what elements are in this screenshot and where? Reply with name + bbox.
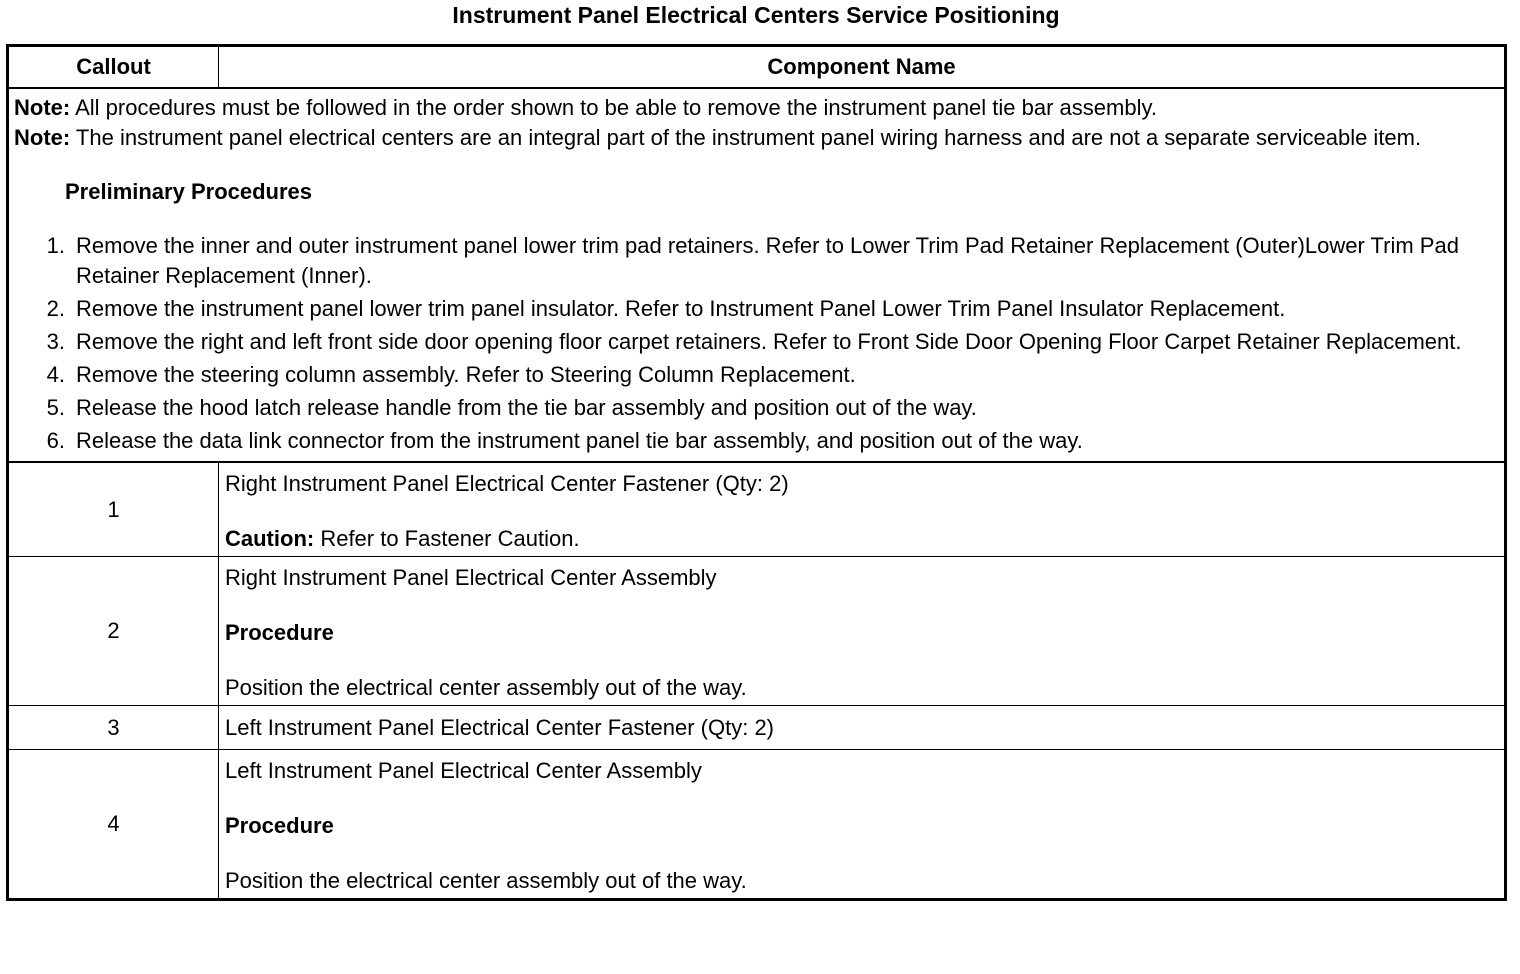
component-name: Right Instrument Panel Electrical Center Assembly xyxy=(225,565,717,590)
procedure-label: Procedure xyxy=(225,620,334,645)
step-number: 3. xyxy=(46,329,65,354)
list-item xyxy=(14,426,1500,456)
list-item xyxy=(14,393,1500,423)
component-name-column-header: Component Name xyxy=(219,46,1506,89)
component-name: Left Instrument Panel Electrical Center Fastener (Qty: 2) xyxy=(225,714,775,740)
list-item xyxy=(14,231,1500,291)
callout-cell: 4 xyxy=(8,750,219,900)
step-text: Remove the inner and outer instrument panel lower trim pad retainers. Refer to Lower Trim Pad Retainer Replacement (Outer)Lower Trim Pad Retainer Replacement (Inner). xyxy=(76,233,1459,288)
note-2 xyxy=(14,123,1500,153)
table-row xyxy=(8,706,1506,750)
note-text: The instrument panel electrical centers are an integral part of the instrument panel wiring harness and are not a separate serviceable item. xyxy=(70,125,1422,150)
callout-cell: 3 xyxy=(8,706,219,750)
procedure-label: Procedure xyxy=(225,813,334,838)
table-row xyxy=(8,462,1506,557)
step-number: 6. xyxy=(46,428,65,453)
table-header-row xyxy=(8,46,1506,89)
procedure-text: Position the electrical center assembly out of the way. xyxy=(225,675,747,700)
list-item xyxy=(14,294,1500,324)
callout-cell: 2 xyxy=(8,557,219,706)
list-item xyxy=(14,327,1500,357)
component-name: Left Instrument Panel Electrical Center Assembly xyxy=(225,758,702,783)
preliminary-procedures-heading: Preliminary Procedures xyxy=(65,179,313,204)
notes-row xyxy=(8,88,1506,462)
step-text: Remove the steering column assembly. Refer to Steering Column Replacement. xyxy=(76,362,856,387)
preliminary-steps-list xyxy=(14,231,1500,456)
step-number: 4. xyxy=(46,362,65,387)
callout-column-header: Callout xyxy=(8,46,219,89)
component-cell xyxy=(219,557,1506,706)
component-cell xyxy=(219,462,1506,557)
step-text: Remove the instrument panel lower trim panel insulator. Refer to Instrument Panel Lower Trim Panel Insulator Replacement. xyxy=(76,296,1286,321)
note-1 xyxy=(14,93,1500,123)
procedure-text: Position the electrical center assembly out of the way. xyxy=(225,868,747,893)
callout-cell: 1 xyxy=(8,462,219,557)
caution-label: Caution: xyxy=(225,526,315,551)
table-row xyxy=(8,557,1506,706)
step-number: 2. xyxy=(46,296,65,321)
caution-line xyxy=(225,524,1498,554)
table-row xyxy=(8,750,1506,900)
component-cell xyxy=(219,750,1506,900)
component-cell xyxy=(219,706,1506,750)
notes-cell xyxy=(8,88,1506,462)
step-number: 5. xyxy=(46,395,65,420)
list-item xyxy=(14,360,1500,390)
document-title: Instrument Panel Electrical Centers Service Positioning xyxy=(452,2,1060,28)
step-number: 1. xyxy=(46,233,65,258)
note-label: Note: xyxy=(14,125,71,150)
note-text: All procedures must be followed in the order shown to be able to remove the instrument panel tie bar assembly. xyxy=(70,95,1157,120)
component-name: Right Instrument Panel Electrical Center Fastener (Qty: 2) xyxy=(225,471,789,496)
caution-text: Refer to Fastener Caution. xyxy=(314,526,580,551)
step-text: Release the data link connector from the instrument panel tie bar assembly, and position out of the way. xyxy=(76,428,1083,453)
step-text: Release the hood latch release handle from the tie bar assembly and position out of the way. xyxy=(76,395,977,420)
step-text: Remove the right and left front side door opening floor carpet retainers. Refer to Front Side Door Opening Floor Carpet Retainer Replacement. xyxy=(76,329,1462,354)
note-label: Note: xyxy=(14,95,71,120)
service-table xyxy=(6,44,1507,901)
